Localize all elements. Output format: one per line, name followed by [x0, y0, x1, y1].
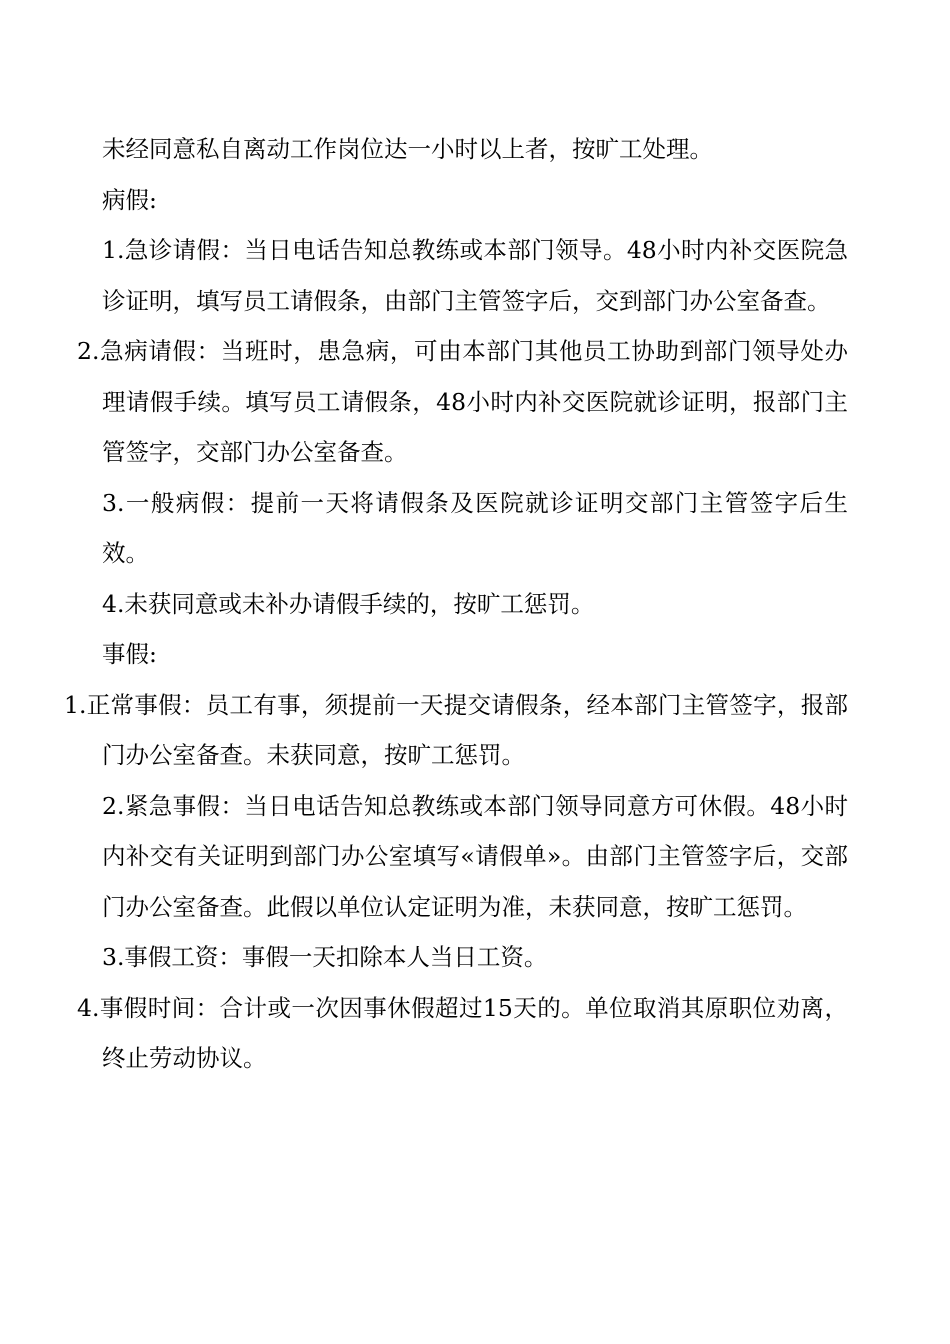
intro-paragraph: 未经同意私自离动工作岗位达一小时以上者，按旷工处理。: [102, 135, 713, 163]
sick-leave-item-3: 3.一般病假：提前一天将请假条及医院就诊证明交部门主管签字后生效。: [102, 488, 848, 567]
sick-leave-item-1: 1.急诊请假：当日电话告知总教练或本部门领导。48小时内补交医院急诊证明，填写员工请假条，由部门主管签字后，交到部门办公室备查。: [102, 236, 848, 315]
personal-leave-item-4: 4.事假时间：合计或一次因事休假超过15天的。单位取消其原职位劝离，终止劳动协议。: [77, 993, 848, 1072]
personal-leave-item-3: 3.事假工资：事假一天扣除本人当日工资。: [102, 943, 548, 971]
personal-leave-heading: 事假:: [102, 640, 157, 668]
sick-leave-heading: 病假:: [102, 185, 157, 214]
personal-leave-item-1: 1.正常事假：员工有事，须提前一天提交请假条，经本部门主管签字，报部门办公室备查。未获同意，按旷工惩罚。: [64, 690, 848, 769]
sick-leave-item-4: 4.未获同意或未补办请假手续的，按旷工惩罚。: [102, 589, 595, 618]
personal-leave-item-2: 2.紧急事假：当日电话告知总教练或本部门领导同意方可休假。48小时内补交有关证明到部门办公室填写«请假单»。由部门主管签字后，交部门办公室备查。此假以单位认定证明为准，未获同意，按旷工惩罚。: [102, 791, 848, 921]
document-body: [64, 124, 848, 1084]
sick-leave-item-2: 2.急病请假：当班时，患急病，可由本部门其他员工协助到部门领导处办理请假手续。填写员工请假条，48小时内补交医院就诊证明，报部门主管签字，交部门办公室备查。: [77, 337, 848, 466]
